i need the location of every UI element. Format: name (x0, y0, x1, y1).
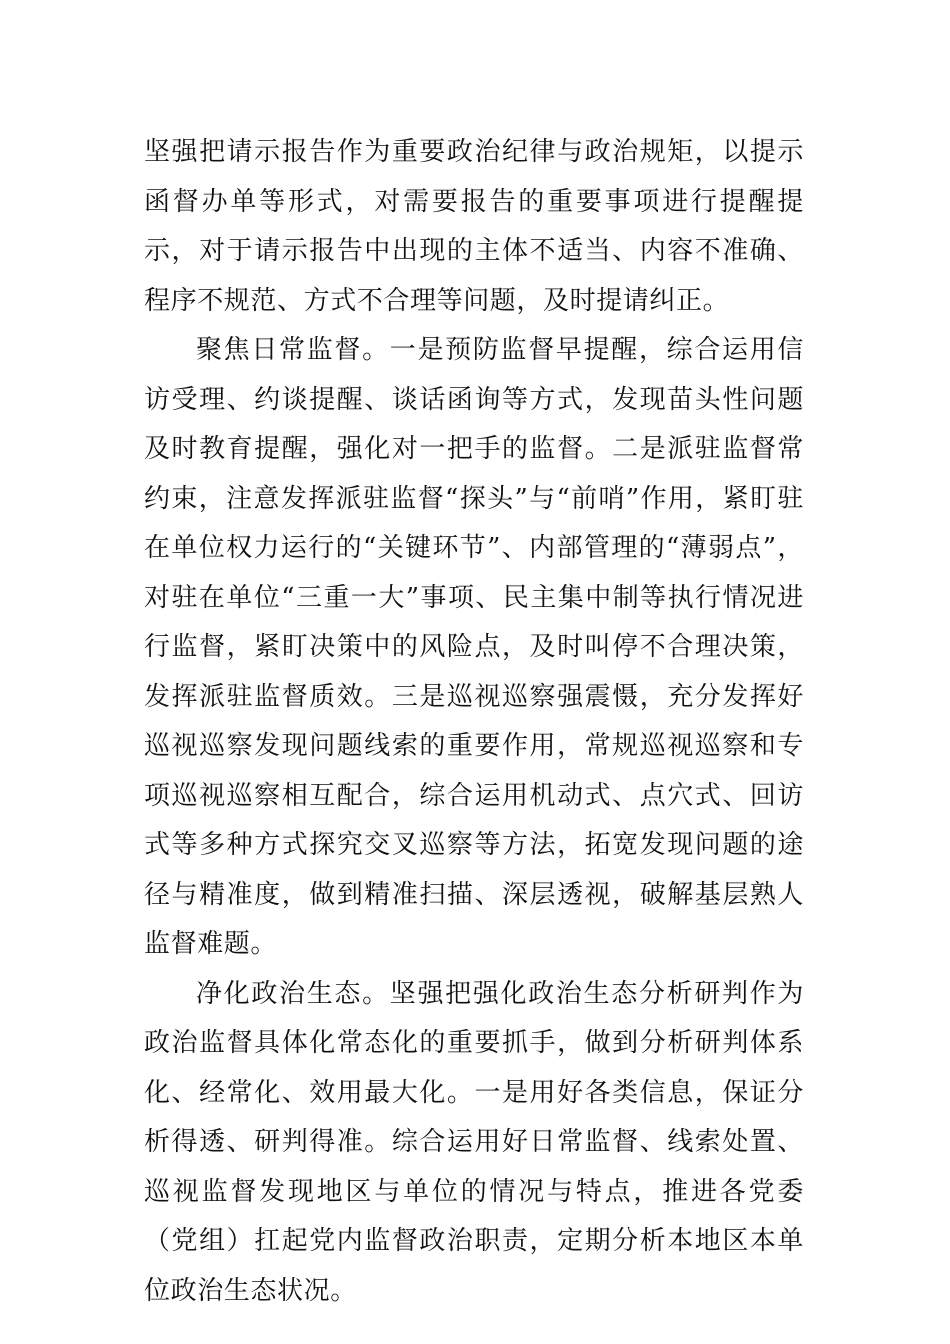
paragraph-political-ecology: 净化政治生态。坚强把强化政治生态分析研判作为政治监督具体化常态化的重要抓手，做到分析研判体系化、经常化、效用最大化。一是用好各类信息，保证分析得透、研判得准。综合运用好日常监督、线索处置、巡视监督发现地区与单位的情况与特点，推进各党委（党组）扛起党内监督政治职责，定期分析本地区本单位政治生态状况。 (144, 978, 804, 1306)
document-body (144, 128, 804, 1316)
paragraph-request-report: 坚强把请示报告作为重要政治纪律与政治规矩，以提示函督办单等形式，对需要报告的重要事项进行提醒提示，对于请示报告中出现的主体不适当、内容不准确、程序不规范、方式不合理等问题，及时提请纠正。 (144, 137, 804, 316)
paragraph-daily-supervision: 聚焦日常监督。一是预防监督早提醒，综合运用信访受理、约谈提醒、谈话函询等方式，发现苗头性问题及时教育提醒，强化对一把手的监督。二是派驻监督常约束，注意发挥派驻监督“探头”与“前哨”作用，紧盯驻在单位权力运行的“关键环节”、内部管理的“薄弱点”，对驻在单位“三重一大”事项、民主集中制等执行情况进行监督，紧盯决策中的风险点，及时叫停不合理决策，发挥派驻监督质效。三是巡视巡察强震慑，充分发挥好巡视巡察发现问题线索的重要作用，常规巡视巡察和专项巡视巡察相互配合，综合运用机动式、点穴式、回访式等多种方式探究交叉巡察等方法，拓宽发现问题的途径与精准度，做到精准扫描、深层透视，破解基层熟人监督难题。 (144, 335, 804, 959)
